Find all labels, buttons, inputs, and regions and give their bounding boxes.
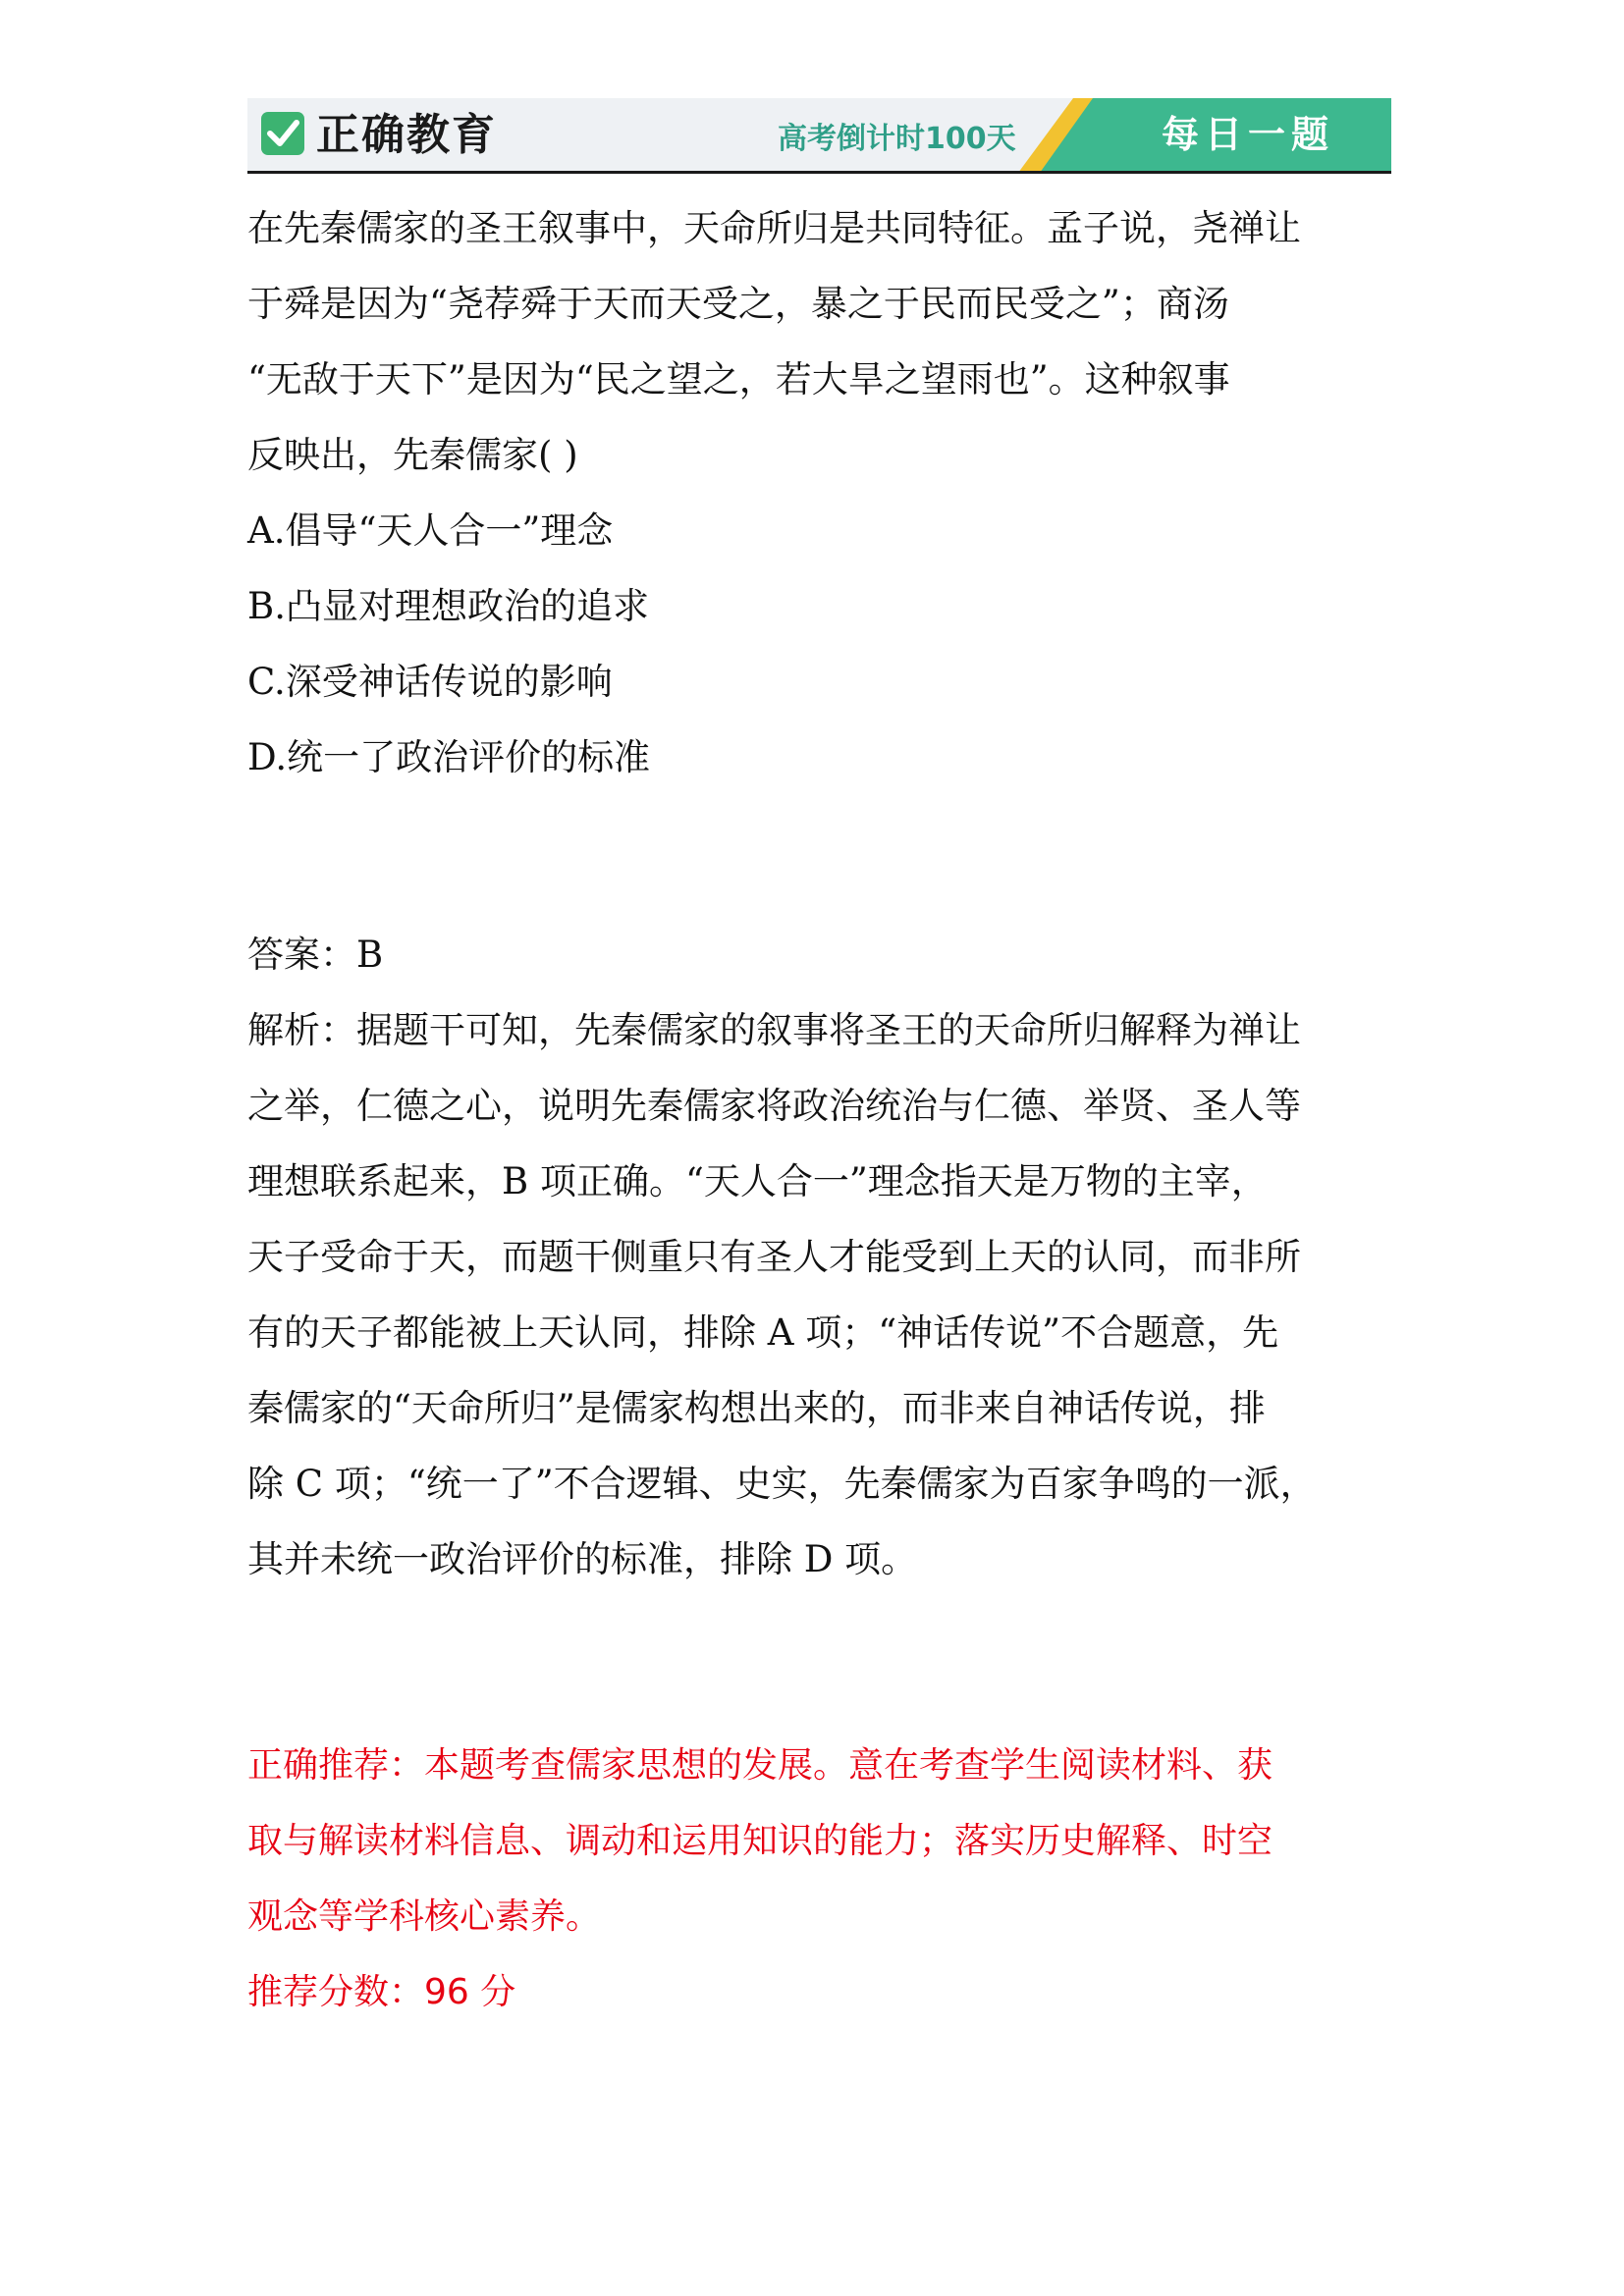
badge-label: 每日一题 xyxy=(1161,113,1334,156)
question-line: 于舜是因为“尧荐舜于天而天受之，暴之于民而民受之”；商汤 xyxy=(247,283,1229,325)
answer-section xyxy=(247,917,1406,1597)
analysis-line: 理想联系起来，B 项正确。“天人合一”理念指天是万物的主宰， xyxy=(247,1160,1268,1202)
brand-name: 正确教育 xyxy=(316,110,497,160)
recommendation-section xyxy=(247,1728,1406,2030)
daily-question-badge xyxy=(1018,98,1391,173)
question-line: 反映出，先秦儒家( ) xyxy=(247,434,578,476)
analysis-line: 除 C 项；“统一了”不合逻辑、史实，先秦儒家为百家争鸣的一派， xyxy=(247,1463,1317,1505)
question-stem xyxy=(247,190,1396,493)
header-banner xyxy=(247,98,1391,173)
option-d: D.统一了政治评价的标准 xyxy=(247,736,651,778)
question-line: 在先秦儒家的圣王叙事中，天命所归是共同特征。孟子说，尧禅让 xyxy=(247,207,1301,249)
answer-options xyxy=(247,493,1396,795)
header-rule xyxy=(247,171,1391,174)
question-line: “无敌于天下”是因为“民之望之，若大旱之望雨也”。这种叙事 xyxy=(247,358,1230,400)
countdown-text: 高考倒计时100天 xyxy=(778,122,1016,156)
question-section xyxy=(247,190,1396,795)
answer-line: 答案：B xyxy=(247,934,384,976)
analysis-line: 之举，仁德之心，说明先秦儒家将政治统治与仁德、举贤、圣人等 xyxy=(247,1085,1301,1127)
analysis-line: 有的天子都能被上天认同，排除 A 项；“神话传说”不合题意，先 xyxy=(247,1311,1279,1354)
analysis-line: 秦儒家的“天命所归”是儒家构想出来的，而非来自神话传说，排 xyxy=(247,1387,1266,1429)
recommendation-line: 正确推荐：本题考查儒家思想的发展。意在考查学生阅读材料、获 xyxy=(247,1745,1273,1786)
checkmark-icon xyxy=(261,112,304,155)
option-c: C.深受神话传说的影响 xyxy=(247,661,613,703)
analysis-line: 天子受命于天，而题干侧重只有圣人才能受到上天的认同，而非所 xyxy=(247,1236,1301,1278)
analysis-line: 其并未统一政治评价的标准，排除 D 项。 xyxy=(247,1538,918,1580)
option-a: A.倡导“天人合一”理念 xyxy=(247,509,614,552)
option-b: B.凸显对理想政治的追求 xyxy=(247,585,649,627)
analysis-line: 解析：据题干可知，先秦儒家的叙事将圣王的天命所归解释为禅让 xyxy=(247,1009,1301,1051)
recommendation-line: 取与解读材料信息、调动和运用知识的能力；落实历史解释、时空 xyxy=(247,1821,1273,1861)
recommended-score: 推荐分数：96 分 xyxy=(247,1972,516,2012)
recommendation-line: 观念等学科核心素养。 xyxy=(247,1896,602,1937)
